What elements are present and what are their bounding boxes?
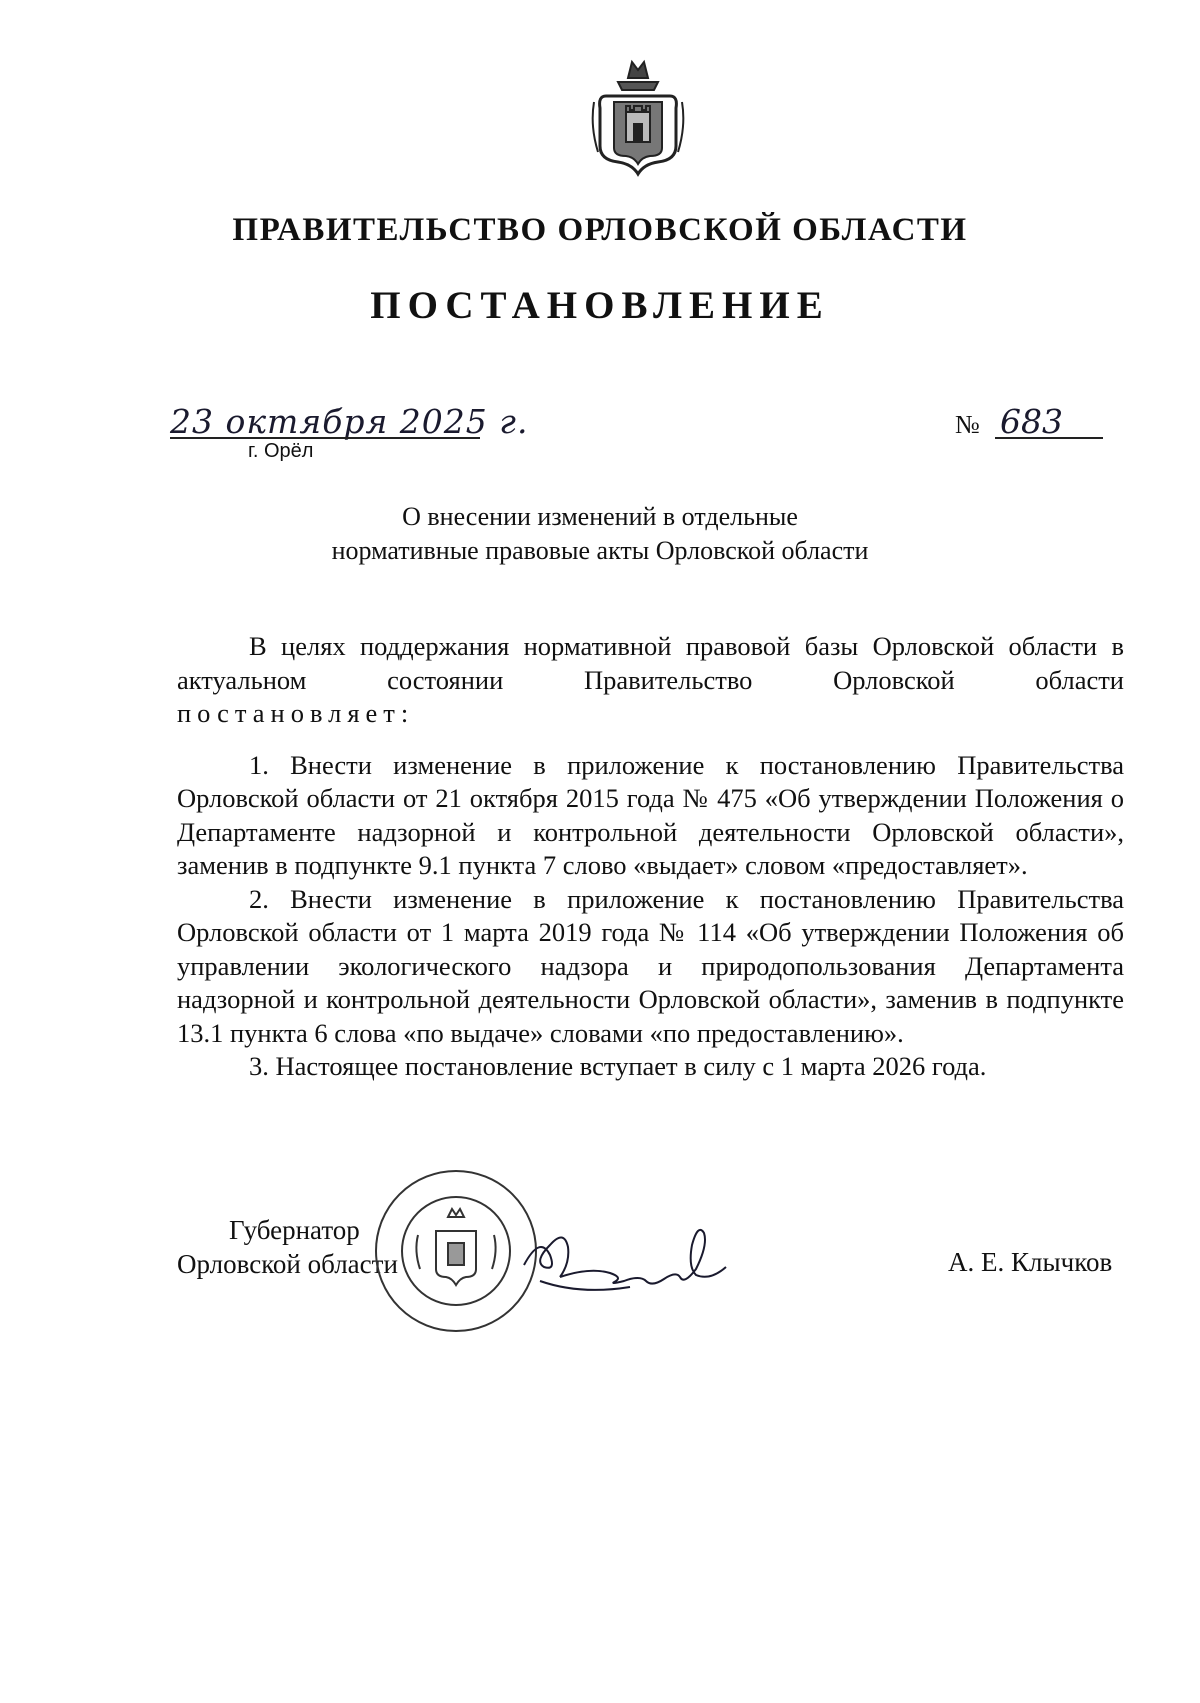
document-type-title: ПОСТАНОВЛЕНИЕ — [370, 284, 830, 327]
document-body — [177, 630, 1124, 1084]
government-title: ПРАВИТЕЛЬСТВО ОРЛОВСКОЙ ОБЛАСТИ — [232, 212, 968, 248]
handwritten-signature — [520, 1215, 730, 1305]
subject-line-1: О внесении изменений в отдельные — [402, 502, 798, 531]
signatory-post — [177, 1213, 398, 1281]
document-subject — [0, 500, 1200, 568]
city-label: г. Орёл — [248, 440, 314, 462]
signatory-post-line-1: Губернатор — [229, 1215, 360, 1245]
subject-line-2: нормативные правовые акты Орловской области — [331, 536, 869, 565]
coat-of-arms-emblem — [588, 56, 688, 180]
resolves-word: постановляет: — [177, 698, 415, 728]
number-label: № — [955, 410, 980, 439]
handwritten-number: 683 — [1000, 402, 1063, 441]
date-underline — [170, 437, 480, 439]
item-paragraph-2: 2. Внести изменение в приложение к постановлению Правительства Орловской области от 1 марта 2019 года № 114 «Об утверждении Положения об управлении экологического надзора и природопользования Департамента надзорной и контрольной деятельности Орловской области», заменив в подпункте 13.1 пункта 6 слова «по выдаче» словами «по предоставлению». — [177, 883, 1124, 1048]
item-paragraph-1: 1. Внести изменение в приложение к постановлению Правительства Орловской области от 21 октября 2015 года № 475 «Об утверждении Положения о Департаменте надзорной и контрольной деятельности Орловской области», заменив в подпункте 9.1 пункта 7 слово «выдает» словом «предоставляет». — [177, 749, 1124, 880]
official-seal — [370, 1165, 542, 1337]
resolves-paragraph — [177, 697, 1124, 731]
intro-paragraph: В целях поддержания нормативной правовой базы Орловской области в актуальном состоянии Правительство Орловской области — [177, 631, 1124, 695]
item-paragraph-3: 3. Настоящее постановление вступает в силу с 1 марта 2026 года. — [249, 1051, 987, 1081]
handwritten-date: 23 октября 2025 г. — [170, 402, 529, 441]
number-underline — [995, 437, 1103, 439]
signatory-post-line-2: Орловской области — [177, 1249, 398, 1279]
signatory-name: А. Е. Клычков — [948, 1247, 1113, 1277]
